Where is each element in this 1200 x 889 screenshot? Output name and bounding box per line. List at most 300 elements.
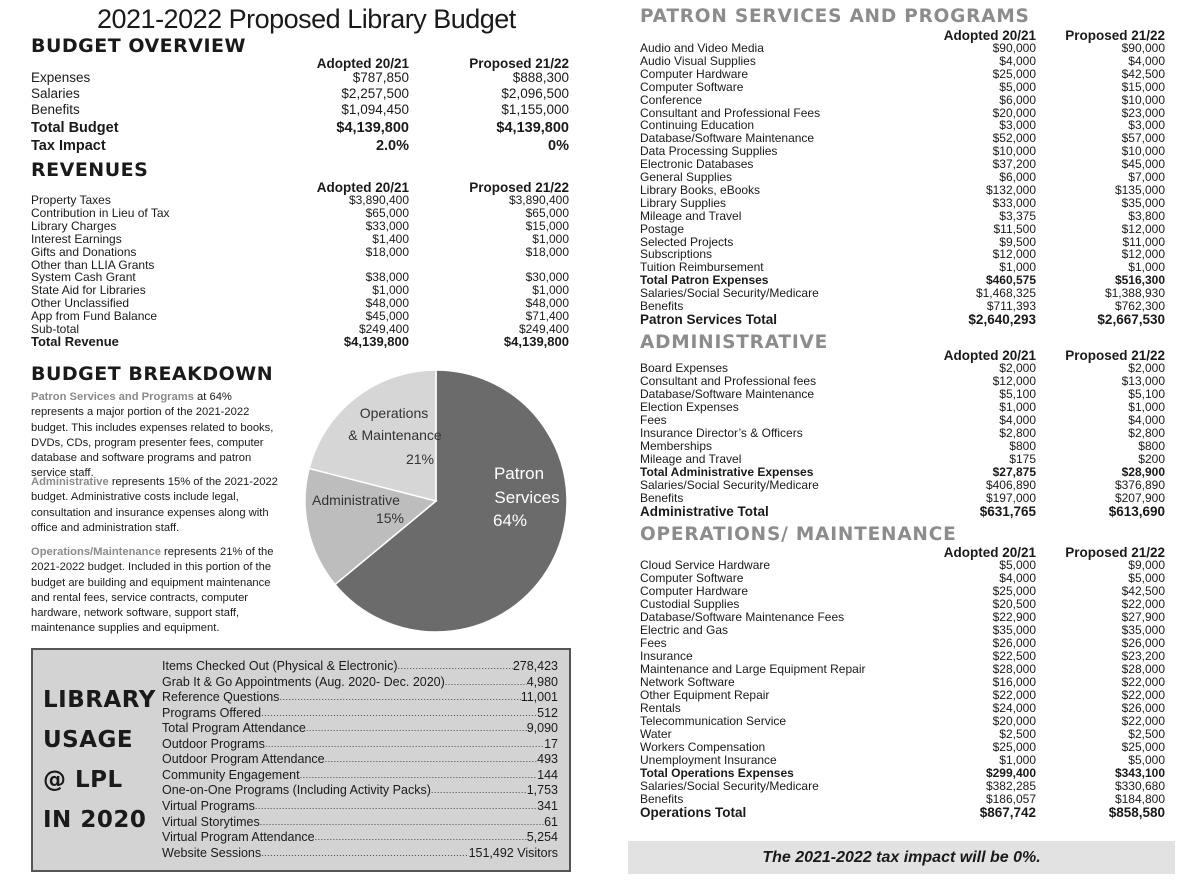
row-proposed-value: $2,000 (1128, 361, 1165, 375)
row-proposed-value: $9,000 (1128, 558, 1165, 572)
usage-stat-value: 9,090 (526, 721, 558, 736)
row-label: Salaries/Social Security/Medicare (640, 478, 819, 492)
row-proposed-value: $762,300 (1114, 299, 1165, 313)
row-label: Gifts and Donations (31, 244, 137, 259)
row-adopted-value: $52,000 (992, 131, 1036, 146)
row-label: Cloud Service Hardware (640, 558, 771, 572)
row-proposed-value: $35,000 (1121, 623, 1165, 637)
row-proposed-value: $135,000 (1114, 182, 1165, 197)
row-adopted-value: $382,285 (985, 779, 1036, 793)
usage-stat-label: Reference Questions (162, 690, 280, 705)
row-adopted-value: $186,057 (985, 792, 1036, 806)
usage-stat-row (162, 830, 558, 845)
row-proposed-value: $57,000 (1121, 131, 1165, 146)
patron-services-text: at 64% represents a major portion of the 2021-2022 budget. This includes expenses related to books, DVDs, CDs, program presenter fees, computer database and software programs and patron service staff. (31, 391, 274, 480)
usage-stat-row (162, 706, 558, 721)
row-label: System Cash Grant (31, 270, 136, 285)
row-proposed-value: $5,100 (1128, 387, 1165, 401)
revenues-col-adopted: Adopted 20/21 (316, 180, 409, 195)
row-adopted-value: $38,000 (365, 270, 409, 285)
row-label: Telecommunication Service (640, 714, 787, 728)
patron-services-paragraph (31, 390, 286, 482)
row-label: Water (640, 727, 672, 741)
dot-leader (398, 659, 513, 674)
row-adopted-value: $26,000 (992, 636, 1036, 650)
row-label: Network Software (640, 675, 735, 689)
usage-stat-label: Community Engagement (162, 767, 300, 782)
row-label: Maintenance and Large Equipment Repair (640, 662, 866, 676)
admin-col-adopted: Adopted 20/21 (943, 348, 1036, 363)
usage-stat-row (162, 752, 558, 767)
table-row (31, 120, 571, 136)
row-proposed-value: $3,000 (1128, 118, 1165, 133)
row-label: Benefits (640, 792, 684, 806)
usage-stat-row (162, 675, 558, 690)
row-adopted-value: $406,890 (985, 478, 1036, 492)
row-label: Benefits (31, 102, 80, 117)
row-proposed-value: $42,500 (1121, 584, 1165, 598)
row-label: Total Operations Expenses (640, 766, 794, 780)
row-adopted-value: $18,000 (365, 244, 409, 259)
table-row (640, 223, 1165, 236)
usage-stat-value: 17 (544, 736, 558, 751)
patron-services-highlight: Patron Services and Programs (31, 391, 194, 403)
row-adopted-value: $5,000 (999, 558, 1036, 572)
row-label: Tax Impact (31, 138, 106, 154)
usage-stat-value: 61 (544, 814, 558, 829)
row-adopted-value: $10,000 (992, 144, 1036, 159)
row-adopted-value: $22,000 (992, 688, 1036, 702)
row-adopted-value: $28,000 (992, 662, 1036, 676)
row-proposed-value: $26,000 (1121, 636, 1165, 650)
row-adopted-value: $4,139,800 (336, 120, 409, 136)
row-label: Property Taxes (31, 193, 111, 207)
row-proposed-value: $27,900 (1121, 610, 1165, 624)
row-label: Database/Software Maintenance (640, 131, 815, 146)
row-adopted-value: 2.0% (375, 138, 409, 154)
row-proposed-value: $1,000 (1128, 260, 1165, 275)
row-label: Library Books, eBooks (640, 182, 761, 197)
row-proposed-value: $10,000 (1121, 92, 1165, 107)
row-adopted-value: $1,094,450 (341, 102, 409, 117)
row-proposed-value: $12,000 (1121, 221, 1165, 236)
row-label: Consultant and Professional fees (640, 374, 817, 388)
dot-leader (265, 737, 544, 752)
row-adopted-value: $12,000 (992, 247, 1036, 262)
operations-paragraph (31, 545, 286, 637)
table-row (640, 184, 1165, 197)
row-proposed-value: $3,800 (1128, 208, 1165, 223)
row-label: Consultant and Professional Fees (640, 105, 821, 120)
row-label: Subscriptions (640, 247, 713, 262)
row-proposed-value: $5,000 (1128, 571, 1165, 585)
row-proposed-value: $888,300 (512, 70, 569, 85)
usage-stat-row (162, 783, 558, 798)
patron-col-proposed: Proposed 21/22 (1065, 28, 1165, 43)
row-adopted-value: $3,000 (999, 118, 1036, 133)
row-label: Electric and Gas (640, 623, 729, 637)
row-adopted-value: $25,000 (992, 584, 1036, 598)
row-proposed-value: $4,000 (1128, 413, 1165, 427)
row-proposed-value: $3,890,400 (508, 193, 569, 207)
row-label: Computer Hardware (640, 584, 749, 598)
row-adopted-value: $1,400 (372, 231, 409, 246)
row-adopted-value: $20,000 (992, 714, 1036, 728)
row-adopted-value: $20,500 (992, 597, 1036, 611)
table-row (640, 624, 1165, 637)
row-adopted-value: $4,000 (999, 571, 1036, 585)
usage-stat-row (162, 659, 558, 674)
usage-title-line-4: IN 2020 (43, 807, 147, 833)
row-proposed-value: $330,680 (1114, 779, 1165, 793)
row-label: Operations Total (640, 805, 747, 820)
usage-stat-label: Virtual Programs (162, 798, 255, 813)
pie-percent-label: 15% (375, 510, 405, 526)
row-proposed-value: $23,000 (1121, 105, 1165, 120)
row-label: Benefits (640, 299, 684, 313)
revenues-col-proposed: Proposed 21/22 (469, 180, 569, 195)
dot-leader (255, 799, 537, 814)
row-label: Board Expenses (640, 361, 729, 375)
operations-highlight: Operations/Maintenance (31, 546, 161, 558)
row-label: Mileage and Travel (640, 208, 742, 223)
row-label: Memberships (640, 439, 713, 453)
table-row (640, 94, 1165, 107)
admin-col-proposed: Proposed 21/22 (1065, 348, 1165, 363)
table-row (31, 335, 571, 348)
budget-breakdown-heading: BUDGET BREAKDOWN (31, 363, 274, 385)
row-label: Expenses (31, 70, 91, 85)
usage-stat-value: 512 (537, 705, 558, 720)
usage-title-line-3: @ LPL (43, 767, 123, 793)
row-label: Audio and Video Media (640, 41, 764, 55)
table-row (640, 427, 1165, 440)
row-label: Postage (640, 221, 685, 236)
table-row (31, 86, 571, 102)
dot-leader (315, 830, 527, 845)
table-row (640, 287, 1165, 300)
row-adopted-value: $5,100 (999, 387, 1036, 401)
row-adopted-value: $22,900 (992, 610, 1036, 624)
administrative-text: represents 15% of the 2021-2022 budget. Administrative costs include legal, consultation and insurance expenses along with office and administration staff. (31, 476, 278, 534)
dot-leader (325, 752, 538, 767)
row-adopted-value: $37,200 (992, 157, 1036, 172)
usage-stat-row (162, 768, 558, 783)
row-proposed-value: $1,000 (1128, 400, 1165, 414)
pie-label: & Maintenance (348, 427, 442, 443)
administrative-heading: ADMINISTRATIVE (640, 332, 829, 353)
usage-stat-row (162, 737, 558, 752)
row-proposed-value: $42,500 (1121, 66, 1165, 81)
row-proposed-value: $800 (1138, 439, 1165, 453)
row-label: Computer Software (640, 571, 744, 585)
usage-stat-value: 144 (537, 767, 558, 782)
row-proposed-value: $48,000 (525, 296, 569, 311)
row-adopted-value: $16,000 (992, 675, 1036, 689)
row-proposed-value: $22,000 (1121, 688, 1165, 702)
row-label: Unemployment Insurance (640, 753, 777, 767)
row-label: Benefits (640, 491, 684, 505)
row-label: Custodial Supplies (640, 597, 740, 611)
row-proposed-value: $22,000 (1121, 675, 1165, 689)
row-label: Selected Projects (640, 234, 734, 249)
row-proposed-value: $858,580 (1108, 805, 1165, 820)
row-adopted-value: $6,000 (999, 170, 1036, 184)
table-row (31, 70, 571, 86)
usage-stat-label: One-on-One Programs (Including Activity Packs) (162, 783, 431, 798)
dot-leader (306, 721, 527, 736)
usage-stat-value: 1,753 (526, 783, 558, 798)
row-proposed-value: $18,000 (525, 244, 569, 259)
usage-title-line-2: USAGE (43, 727, 134, 753)
row-proposed-value: $23,200 (1121, 649, 1165, 663)
row-adopted-value: $2,000 (999, 361, 1036, 375)
row-proposed-value: $45,000 (1121, 157, 1165, 172)
row-label: App from Fund Balance (31, 309, 158, 324)
usage-stat-label: Virtual Program Attendance (162, 830, 315, 845)
row-label: Interest Earnings (31, 231, 122, 246)
usage-stat-row (162, 815, 558, 830)
table-row (31, 220, 571, 233)
row-proposed-value: $65,000 (525, 205, 569, 220)
table-row (640, 806, 1165, 819)
table-row (640, 689, 1165, 702)
row-label: Other Unclassified (31, 296, 130, 311)
dot-leader (300, 768, 538, 783)
dot-leader (445, 675, 527, 690)
row-proposed-value: $35,000 (1121, 195, 1165, 210)
usage-stat-label: Grab It & Go Appointments (Aug. 2020- Dec. 2020) (162, 674, 445, 689)
table-row (640, 401, 1165, 414)
row-label: Sub-total (31, 322, 80, 336)
row-proposed-value: $90,000 (1121, 41, 1165, 55)
row-adopted-value: $1,000 (999, 260, 1036, 275)
usage-stat-value: 151,492 Visitors (468, 845, 558, 860)
row-adopted-value: $2,500 (999, 727, 1036, 741)
row-label: Audio Visual Supplies (640, 53, 756, 68)
usage-stat-label: Programs Offered (162, 705, 262, 720)
row-adopted-value: $6,000 (999, 92, 1036, 107)
row-adopted-value: $5,000 (999, 79, 1036, 94)
tax-impact-banner: The 2021-2022 tax impact will be 0%. (628, 841, 1175, 874)
row-label: Fees (640, 413, 667, 427)
row-label: Salaries/Social Security/Medicare (640, 286, 819, 301)
row-label: Library Supplies (640, 195, 727, 210)
table-row (31, 233, 571, 246)
row-adopted-value: $132,000 (985, 182, 1036, 197)
row-proposed-value: $28,000 (1121, 662, 1165, 676)
row-adopted-value: $3,890,400 (348, 193, 409, 207)
row-label: Insurance Director’s & Officers (640, 426, 803, 440)
table-row (640, 236, 1165, 249)
row-label: Total Budget (31, 120, 119, 136)
table-row (640, 81, 1165, 94)
row-proposed-value: $22,000 (1121, 714, 1165, 728)
row-adopted-value: $2,640,293 (968, 311, 1036, 327)
row-adopted-value: $460,575 (985, 273, 1036, 288)
row-adopted-value: $4,139,800 (343, 334, 409, 349)
row-adopted-value: $9,500 (999, 234, 1036, 249)
row-adopted-value: $175 (1009, 452, 1036, 466)
row-adopted-value: $45,000 (365, 309, 409, 324)
usage-stat-row (162, 721, 558, 736)
row-label: Workers Compensation (640, 740, 766, 754)
row-label: Total Revenue (31, 334, 119, 349)
row-proposed-value: 0% (548, 138, 569, 154)
row-label: Total Patron Expenses (640, 273, 769, 288)
usage-stat-row (162, 799, 558, 814)
row-label: Fees (640, 636, 667, 650)
administrative-highlight: Administrative (31, 476, 109, 488)
usage-stat-value: 4,980 (526, 674, 558, 689)
usage-stat-value: 5,254 (526, 830, 558, 845)
row-label: Data Processing Supplies (640, 144, 778, 159)
row-adopted-value: $197,000 (985, 491, 1036, 505)
row-label: State Aid for Libraries (31, 283, 146, 298)
row-proposed-value: $4,000 (1128, 53, 1165, 68)
row-proposed-value: $249,400 (518, 322, 569, 336)
row-adopted-value: $65,000 (365, 205, 409, 220)
row-label: Patron Services Total (640, 311, 778, 327)
row-label: Other Equipment Repair (640, 688, 770, 702)
row-adopted-value: $1,000 (999, 753, 1036, 767)
row-adopted-value: $867,742 (979, 805, 1036, 820)
row-proposed-value: $184,800 (1114, 792, 1165, 806)
row-proposed-value: $25,000 (1121, 740, 1165, 754)
budget-overview-heading: BUDGET OVERVIEW (31, 35, 246, 57)
row-proposed-value: $1,388,930 (1104, 286, 1165, 301)
ops-col-proposed: Proposed 21/22 (1065, 545, 1165, 560)
row-proposed-value: $1,000 (532, 231, 569, 246)
row-adopted-value: $299,400 (985, 766, 1036, 780)
row-label: Mileage and Travel (640, 452, 742, 466)
row-adopted-value: $12,000 (992, 374, 1036, 388)
row-proposed-value: $516,300 (1114, 273, 1165, 288)
row-label: Database/Software Maintenance (640, 387, 815, 401)
patron-col-adopted: Adopted 20/21 (943, 28, 1036, 43)
usage-stat-value: 493 (537, 752, 558, 767)
row-proposed-value: $2,096,500 (501, 86, 569, 101)
row-proposed-value: $2,800 (1128, 426, 1165, 440)
row-adopted-value: $3,375 (999, 208, 1036, 223)
pie-label: Patron (493, 464, 545, 483)
row-proposed-value: $26,000 (1121, 701, 1165, 715)
row-proposed-value: $12,000 (1121, 247, 1165, 262)
row-proposed-value: $1,000 (532, 283, 569, 298)
row-adopted-value: $4,000 (999, 413, 1036, 427)
row-proposed-value: $30,000 (525, 270, 569, 285)
row-adopted-value: $48,000 (365, 296, 409, 311)
row-proposed-value: $4,139,800 (503, 334, 569, 349)
row-adopted-value: $33,000 (992, 195, 1036, 210)
usage-stat-label: Total Program Attendance (162, 721, 306, 736)
row-adopted-value: $2,800 (999, 426, 1036, 440)
usage-stat-row (162, 846, 558, 861)
row-adopted-value: $11,500 (993, 221, 1036, 236)
library-usage-box (31, 648, 571, 872)
pie-percent-label: 64% (492, 511, 528, 530)
row-proposed-value: $28,900 (1121, 465, 1165, 479)
overview-col-proposed: Proposed 21/22 (469, 56, 569, 71)
usage-title-line-1: LIBRARY (43, 687, 156, 713)
row-label: General Supplies (640, 170, 733, 184)
operations-heading: OPERATIONS/ MAINTENANCE (640, 524, 957, 545)
row-adopted-value: $25,000 (992, 66, 1036, 81)
dot-leader (279, 690, 520, 705)
usage-stat-value: 11,001 (520, 690, 558, 705)
row-adopted-value: $1,000 (372, 283, 409, 298)
row-label: Election Expenses (640, 400, 739, 414)
row-proposed-value: $10,000 (1121, 144, 1165, 159)
row-adopted-value: $2,257,500 (341, 86, 409, 101)
usage-stat-label: Items Checked Out (Physical & Electronic) (162, 659, 398, 673)
row-label: Library Charges (31, 218, 117, 233)
row-label: Total Administrative Expenses (640, 465, 814, 479)
table-row (640, 197, 1165, 210)
table-row (640, 55, 1165, 68)
row-label: Contribution in Lieu of Tax (31, 205, 170, 220)
row-label: Tuition Reimbursement (640, 260, 764, 275)
row-adopted-value: $1,000 (999, 400, 1036, 414)
usage-stat-label: Website Sessions (162, 845, 262, 860)
row-label: Computer Software (640, 79, 744, 94)
row-adopted-value: $1,468,325 (975, 286, 1036, 301)
usage-stat-label: Virtual Storytimes (162, 814, 260, 829)
table-row (640, 68, 1165, 81)
usage-stat-label: Outdoor Program Attendance (162, 752, 325, 767)
row-label: Conference (640, 92, 703, 107)
row-proposed-value: $343,100 (1114, 766, 1165, 780)
row-label: Continuing Education (640, 118, 755, 133)
dot-leader (261, 706, 537, 721)
pie-label: Services (494, 488, 560, 507)
row-proposed-value: $200 (1138, 452, 1165, 466)
row-adopted-value: $787,850 (352, 70, 409, 85)
patron-services-heading: PATRON SERVICES AND PROGRAMS (640, 6, 1030, 27)
row-label: Computer Hardware (640, 66, 749, 81)
row-proposed-value: $613,690 (1108, 504, 1165, 519)
administrative-paragraph (31, 475, 286, 536)
row-proposed-value: $7,000 (1128, 170, 1165, 184)
row-proposed-value: $1,155,000 (501, 102, 569, 117)
usage-stat-row (162, 690, 558, 705)
row-proposed-value: $376,890 (1114, 478, 1165, 492)
ops-col-adopted: Adopted 20/21 (943, 545, 1036, 560)
row-adopted-value: $249,400 (358, 322, 409, 336)
table-row (31, 310, 571, 323)
table-row (31, 102, 571, 118)
row-proposed-value: $5,000 (1128, 753, 1165, 767)
row-label: Other than LLIA Grants (31, 257, 155, 272)
row-label: Database/Software Maintenance Fees (640, 610, 845, 624)
row-proposed-value: $2,500 (1128, 727, 1165, 741)
dot-leader (261, 846, 468, 861)
revenues-heading: REVENUES (31, 159, 149, 181)
row-adopted-value: $25,000 (992, 740, 1036, 754)
pie-percent-label: 21% (405, 451, 435, 467)
row-adopted-value: $33,000 (365, 218, 409, 233)
usage-stat-label: Outdoor Programs (162, 736, 265, 751)
row-label: Electronic Databases (640, 157, 754, 172)
row-adopted-value: $711,393 (986, 299, 1036, 313)
dot-leader (260, 815, 544, 830)
row-proposed-value: $15,000 (525, 218, 569, 233)
operations-text: represents 21% of the 2021-2022 budget. Included in this portion of the budget are building and equipment maintenance and rental fees, service contracts, computer hardware, network software, support staff, maintenance supplies and equipment. (31, 546, 274, 635)
row-proposed-value: $207,900 (1114, 491, 1165, 505)
table-row (640, 210, 1165, 223)
usage-stat-value: 341 (537, 798, 558, 813)
pie-label: Operations (359, 405, 429, 421)
